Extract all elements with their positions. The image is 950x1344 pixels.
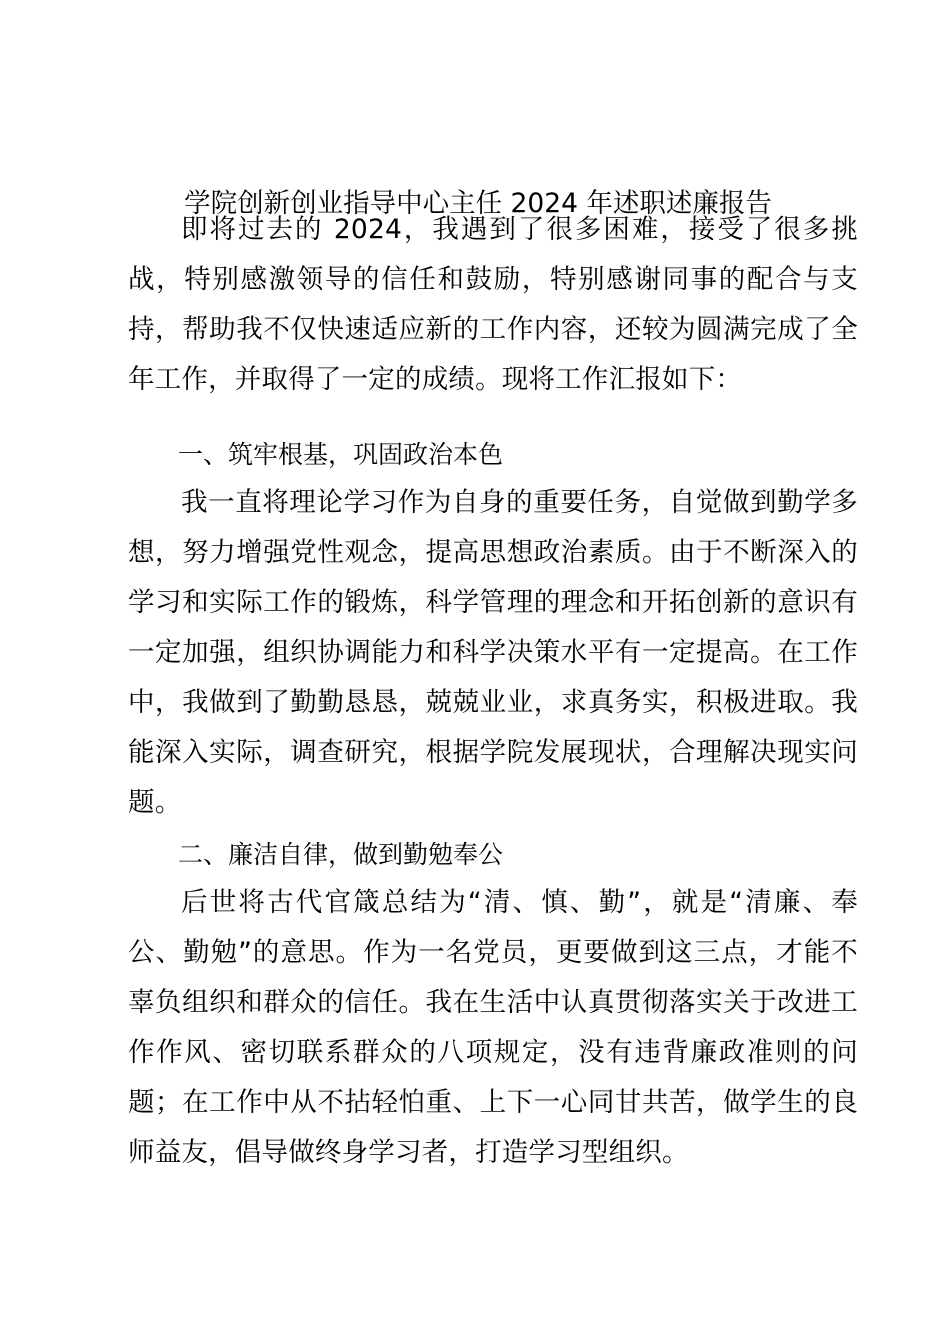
section-1-paragraph: 我一直将理论学习作为自身的重要任务，自觉做到勤学多想，努力增强党性观念，提高思想政治素质。由于不断深入的学习和实际工作的锻炼，科学管理的理念和开拓创新的意识有一定加强，组织协调能力和科学决策水平有一定提高。在工作中，我做到了勤勤恳恳，兢兢业业，求真务实，积极进取。我能深入实际，调查研究，根据学院发展现状，合理解决现实问题。 — [128, 487, 858, 818]
intro-paragraph: 即将过去的 2024，我遇到了很多困难，接受了很多挑战，特别感激领导的信任和鼓励，特别感谢同事的配合与支持，帮助我不仅快速适应新的工作内容，还较为圆满完成了全年工作，并取得了一定的成绩。现将工作汇报如下： — [128, 214, 858, 395]
section-2-paragraph: 后世将古代官箴总结为“清、慎、勤”，就是“清廉、奉公、勤勉”的意思。作为一名党员，更要做到这三点，才能不辜负组织和群众的信任。我在生活中认真贯彻落实关于改进工作作风、密切联系群众的八项规定，没有违背廉政准则的问题；在工作中从不拈轻怕重、上下一心同甘共苦，做学生的良师益友，倡导做终身学习者，打造学习型组织。 — [128, 887, 858, 1168]
section-heading-2: 二、廉洁自律，做到勤勉奉公 — [178, 840, 504, 869]
document-title: 学院创新创业指导中心主任 2024 年述职述廉报告 — [184, 188, 772, 219]
section-heading-1: 一、筑牢根基，巩固政治本色 — [178, 440, 504, 469]
